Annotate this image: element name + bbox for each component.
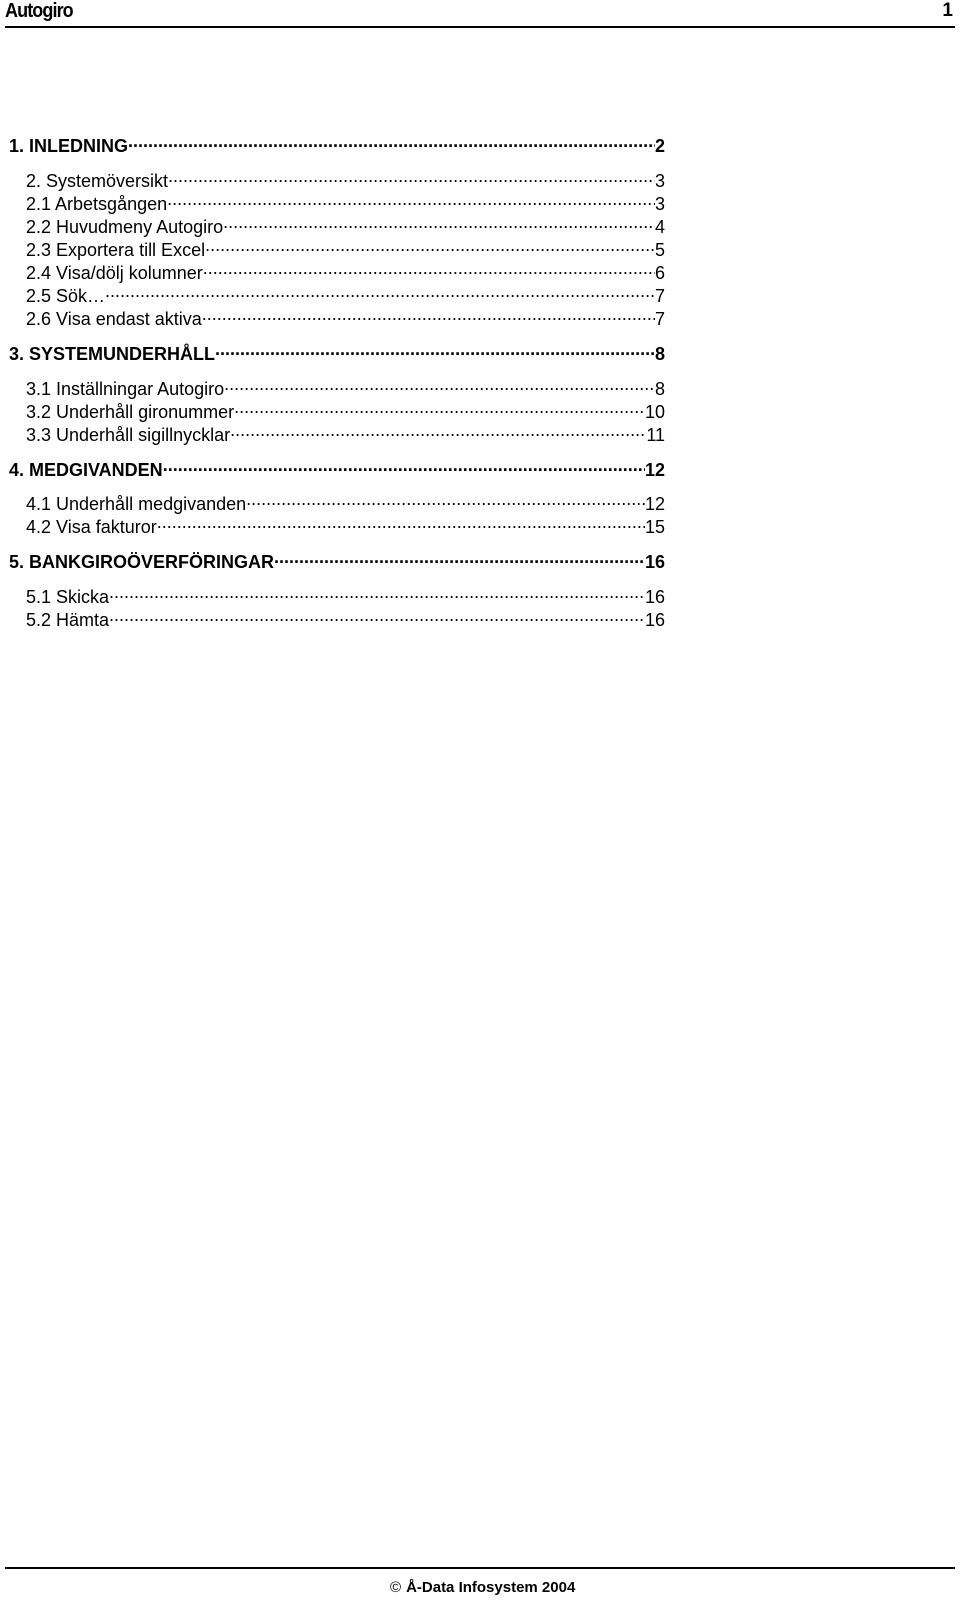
toc-entry-inledning[interactable]	[9, 130, 665, 156]
toc-entry-label: 5.2 Hämta	[26, 610, 110, 630]
toc-leader-dots	[128, 130, 655, 152]
toc-entry-label: 2.1 Arbetsgången	[26, 194, 168, 214]
toc-entry-label: 3. SYSTEMUNDERHÅLL	[9, 344, 216, 364]
toc-entry-visa-fakturor[interactable]	[26, 511, 665, 537]
toc-entry-exportera[interactable]	[26, 234, 665, 260]
toc-leader-dots	[246, 488, 645, 510]
page-number: 1	[942, 0, 953, 21]
toc-entry-gironummer[interactable]	[26, 396, 665, 422]
toc-entry-page: 16	[644, 552, 665, 572]
toc-entry-page: 11	[646, 425, 665, 445]
toc-leader-dots	[157, 511, 645, 533]
copyright-icon: ©	[390, 1579, 402, 1596]
toc-entry-installningar[interactable]	[26, 373, 665, 399]
toc-entry-label: 2. Systemöversikt	[26, 171, 169, 191]
toc-entry-label: 4. MEDGIVANDEN	[9, 460, 163, 480]
toc-entry-page: 6	[654, 263, 665, 283]
toc-entry-skicka[interactable]	[26, 581, 665, 607]
toc-leader-dots	[163, 454, 645, 476]
toc-entry-page: 10	[644, 402, 665, 422]
page-header	[5, 0, 955, 28]
toc-entry-page: 15	[644, 517, 665, 537]
toc-entry-visa-endast-aktiva[interactable]	[26, 303, 665, 329]
toc-entry-page: 7	[654, 309, 665, 329]
toc-leader-dots	[167, 188, 655, 210]
toc-leader-dots	[234, 396, 645, 418]
toc-entry-arbetsgangen[interactable]	[26, 188, 665, 214]
toc-leader-dots	[109, 581, 645, 603]
toc-entry-page: 3	[654, 194, 665, 214]
toc-entry-label: 3.2 Underhåll gironummer	[26, 402, 235, 422]
toc-leader-dots	[105, 280, 655, 302]
toc-entry-page: 12	[644, 460, 665, 480]
toc-leader-dots	[230, 419, 646, 441]
toc-entry-label: 4.2 Visa fakturor	[26, 517, 157, 537]
toc-entry-medgivanden[interactable]	[9, 454, 665, 480]
toc-leader-dots	[203, 257, 655, 279]
toc-leader-dots	[168, 165, 655, 187]
toc-leader-dots	[205, 234, 655, 256]
toc-entry-underhall-medgivanden[interactable]	[26, 488, 665, 514]
toc-entry-page: 8	[654, 344, 665, 364]
toc-entry-page: 16	[644, 587, 665, 607]
toc-entry-hamta[interactable]	[26, 604, 665, 630]
toc-leader-dots	[215, 338, 655, 360]
toc-entry-systemunderhall[interactable]	[9, 338, 665, 364]
toc-leader-dots	[223, 211, 655, 233]
toc-entry-page: 3	[654, 171, 665, 191]
toc-entry-visa-dolj[interactable]	[26, 257, 665, 283]
toc-entry-page: 12	[644, 494, 665, 514]
footer-copyright	[390, 1579, 575, 1596]
toc-entry-label: 2.4 Visa/dölj kolumner	[26, 263, 203, 283]
document-title: Autogiro	[5, 0, 73, 22]
toc-entry-page: 8	[654, 379, 665, 399]
toc-entry-huvudmeny[interactable]	[26, 211, 665, 237]
toc-entry-label: 2.3 Exportera till Excel	[26, 240, 206, 260]
toc-entry-label: 2.6 Visa endast aktiva	[26, 309, 202, 329]
toc-entry-label: 4.1 Underhåll medgivanden	[26, 494, 247, 514]
toc-entry-sok[interactable]	[26, 280, 665, 306]
toc-entry-systemoversikt[interactable]	[26, 165, 665, 191]
toc-entry-page: 4	[654, 217, 665, 237]
toc-entry-sigillnycklar[interactable]	[26, 419, 665, 445]
toc-entry-label: 3.3 Underhåll sigillnycklar	[26, 425, 231, 445]
page-footer	[5, 1567, 955, 1596]
toc-entry-label: 5.1 Skicka	[26, 587, 110, 607]
toc-entry-label: 3.1 Inställningar Autogiro	[26, 379, 225, 399]
toc-entry-label: 2.5 Sök…	[26, 286, 106, 306]
toc-entry-label: 2.2 Huvudmeny Autogiro	[26, 217, 224, 237]
toc-entry-page: 16	[644, 610, 665, 630]
toc-entry-page: 2	[654, 136, 665, 156]
toc-leader-dots	[202, 303, 655, 325]
toc-entry-page: 5	[654, 240, 665, 260]
footer-company: Å-Data Infosystem 2004	[406, 1579, 576, 1596]
toc-entry-page: 7	[654, 286, 665, 306]
toc-entry-label: 5. BANKGIROÖVERFÖRINGAR	[9, 552, 275, 572]
toc-entry-label: 1. INLEDNING	[9, 136, 129, 156]
toc-leader-dots	[109, 604, 645, 626]
toc-entry-bankgirooverforingar[interactable]	[9, 546, 665, 572]
toc-leader-dots	[274, 546, 645, 568]
toc-leader-dots	[224, 373, 655, 395]
